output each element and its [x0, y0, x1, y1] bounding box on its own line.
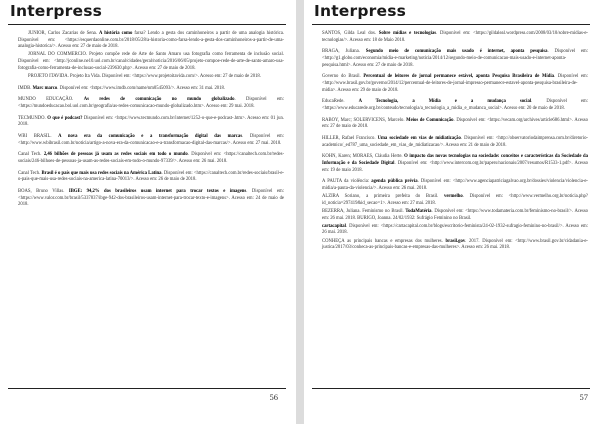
reference-text: WBI BRASIL. — [18, 134, 59, 140]
reference-text: A PAUTA da violência: — [322, 179, 372, 185]
reference-entry — [322, 31, 588, 44]
reference-title: A história como — [99, 31, 133, 36]
reference-title: Percentual de leitores de jornal permanece estável, aponta Pesquisa Brasileira de Mídia — [363, 74, 554, 80]
reference-text: farsa? Lendo a gesta dos caminhoneiros a partir de uma analogia histórica. Disponível em: <https://esquerdaonline.com.br/2018/05/28/a-historia-como-farsa-lendo-a-gesta-dos-caminhoneiros-a-partir-de-uma-analogia-historica/>. Acesso em: 27 de maio de 2018. — [18, 31, 284, 50]
reference-title: O impacto das novas tecnologias na sociedade: conceitos e características da Sociedade da Informação e da Sociedade Digital — [322, 154, 588, 167]
reference-title: A Tecnologia, a Mídia e a mudança social — [358, 99, 532, 105]
header-rule — [312, 24, 590, 25]
reference-entry — [322, 194, 588, 207]
reference-title: IBGE: 94,2% dos brasileiros usam internet para trocar textos e imagens — [68, 189, 247, 195]
reference-text: . Disponível em: <http://www.brasil.gov.br/governo/2014/12/percentual-de-leitores-de-jornal-impresso-permanece-estavel-aponta-pesquisa-brasileira-de-midia>. Acesso em: 29 de maio de 2018. — [322, 74, 588, 93]
reference-text: Governo do Brasil. — [322, 74, 364, 80]
reference-title: As redes de comunicação no mundo globalizado — [83, 97, 235, 103]
reference-text: MUNDO EDUCAÇÃO. — [18, 97, 84, 103]
reference-entry — [322, 224, 588, 237]
reference-text: . Disponível em: <https://vecam.org/archives/article686.html>. Acesso em: 27 de maio de 2018. — [322, 117, 588, 130]
reference-title: 2,46 bilhões de pessoas já usam as redes sociais em todo o mundo — [43, 152, 188, 158]
reference-entry — [322, 239, 588, 252]
reference-text: KOHN, Karen; MORAES, Cláudia Herte. — [322, 154, 405, 160]
left-page — [0, 0, 296, 424]
reference-entry — [322, 136, 588, 149]
reference-title: TodaMatéria — [405, 208, 432, 214]
reference-text: . Disponível em: <https://cartacapital.com.br/blogs/escritorio-feminista/24-02-1932-sufragio-feminino-no-brasil/>. Acesso em: 26 mai. 2018. — [322, 223, 588, 236]
reference-entry — [322, 154, 588, 174]
reference-text: HILLER, Rafael Francisco. — [322, 136, 378, 142]
reference-text: ALZIRA Soriano, a primeira prefeita do Brasil. — [322, 194, 444, 200]
reference-text: . Disponível em: <https://www.imdb.com/name/nm0545093/>. Acesso em: 31 mai. 2018. — [57, 85, 226, 91]
reference-entry — [18, 134, 284, 147]
reference-text: PROJETO ITAVIDA. Projeto Ita Vida. Disponível em: <https://www.projetoitavida.com/>. Acesso em: 27 de maio de 2018. — [28, 73, 261, 79]
reference-text: . Disponível em: <http://observatoriodaimprensa.com.br/diretorio-academico/_ed787_uma_sociedade_em_vias_de_midiatizacao/>. Acesso em: 21 de maio de 2018. — [322, 136, 588, 148]
reference-title: brasil.gov — [445, 238, 466, 244]
reference-text: . Disponível em: <http://www.vermelho.org.br/noticia.php?id_noticia=297419&id_secao=1>. Acesso em: 27 mai. 2018. — [322, 194, 588, 206]
reference-entry — [322, 179, 588, 192]
reference-entry — [18, 152, 284, 165]
page-number: 57 — [579, 392, 588, 402]
reference-text: . Disponível em: <http://www.agenciapatriciagalvao.org.br/dossies/violencia/violencia-e-midia/a-pauta-da-violencia/>. Acesso em: 26 mai. 2018. — [322, 179, 588, 191]
reference-entry — [18, 52, 284, 72]
reference-list — [322, 31, 588, 253]
reference-entry — [322, 118, 588, 131]
reference-text: . Disponível em: <http://g1.globo.com/economia/midia-e-marketing/noticia/2014/12/segundo-meio-de-comunicacao-mais-usado-e-internet-aponta-pesquisa.html>. Acesso em: 27 de maio de 2018. — [322, 49, 589, 68]
reference-text: . Disponível em: <https://canaltech.com.br/redes-sociais/246-bilhoes-de-pessoas-ja-usam-as-redes-sociais-em-todo-o-mundo-97339/>. Acesso em: 26 mai. 2018. — [18, 152, 285, 165]
footer-rule — [312, 388, 590, 389]
reference-text: . 2017. Disponível em: <http://www.brasil.gov.br/cidadania-e-justica/2017/03/conheca-as-principais-bancas-e-empresas-das-mulheres>. Acesso em: 26 mai. 2018. — [322, 238, 588, 251]
reference-entry — [18, 171, 284, 184]
reference-text: TECMUNDO. — [18, 115, 48, 121]
reference-text: Disponível em: <https://www.tecmundo.com.br/internet/1252-o-que-e-podcast-.htm>. Acesso em: 01 jun. 2018. — [18, 115, 285, 128]
reference-text: JORNAL DO COMMERCIO. Projeto compõe rede de Arte de Santo Amaro usa fotografia como ferramenta de inclusão social. Disponível em: <http://jconline.ne10.uol.com.br/canal/cidades/geral/noticia/2016/06/05/projeto-compoe-rede-de-arte-de-santo-amaro-usa-fotografia-como-ferramenta-de-inclusao-social-239630.php>. Acesso em: 27 de maio de 2018. — [18, 52, 284, 71]
reference-text: BEZERRA, Juliana. Feminismo no Brasil. — [322, 208, 406, 214]
reference-text: . Disponível em: <http://www.intercom.org.br/papers/nacionais/2007/resumos/R1533-1.pdf>. Acesso em: 19 de maio 2018. — [322, 161, 589, 173]
reference-list — [18, 31, 284, 214]
right-page — [304, 0, 600, 424]
reference-title: Marc marco — [32, 85, 58, 91]
reference-title: Sobre mídias e tecnologias — [378, 31, 437, 36]
reference-entry — [18, 86, 284, 93]
reference-title: Meios de Comunicação — [406, 117, 454, 123]
reference-text: BRAGA, Juliana. — [322, 49, 366, 55]
reference-text: . Disponível em: <https://canaltech.com.br/redes-sociais/brasil-e-o-pais-que-mais-usa-redes-sociais-na-america-latina-70013/>. Acesso em: 26 de maio de 2018. — [18, 170, 284, 183]
header-rule — [8, 24, 286, 25]
reference-text: BOAS, Bruno Villas. — [18, 189, 69, 195]
reference-text: CONHEÇA as principais bancas e empresas dos mulheres. — [322, 238, 446, 244]
reference-title: Uma sociedade em vias de midiatização — [377, 136, 461, 142]
reference-title: Brasil é o país que mais usa redes sociais na América Latina — [41, 170, 162, 176]
reference-text: . Disponível em: <https://gildaleal.wordpress.com/2008/03/10/sobre-midias-e-tecnologias/>. Acesso em: 18 de Maio 2018. — [322, 31, 588, 43]
page-number: 56 — [269, 392, 278, 402]
reference-title: Segundo meio de comunicação mais usado é internet, aponta pesquisa — [365, 49, 548, 55]
reference-title: cartacapital — [322, 223, 346, 229]
reference-entry — [18, 31, 284, 51]
reference-entry — [18, 97, 284, 110]
reference-text: . Disponível em: <https://www.todamateria.com.br/feminismo-no-brasil/>. Acesso em: 26 mai. 2018. BURIGO, Joanna. 24/02/1932: Sufrágio Feminino no Brasil. — [322, 208, 588, 221]
reference-entry — [322, 49, 588, 69]
reference-text: . Disponível em: <https://mundoeducacao.bol.uol.com.br/geografia/as-redes-comunicacao-mundo-globalizado.htm>. Acesso em: 29 mai. 2018. — [18, 97, 284, 109]
reference-entry — [18, 74, 284, 81]
reference-title: A nova era da comunicação e a transformação digital das marcas — [58, 134, 243, 140]
reference-entry — [18, 116, 284, 129]
reference-text: IMDB. — [18, 85, 33, 91]
reference-text: . Disponível em: <http://www.wbibrasil.com.br/noticia/artigo-a-nova-era-da-comunicacao-e-a-transformacao-digital-das-marcas/>. Acesso em: 27 mai. 2018. — [18, 134, 284, 146]
reference-title: O que é podcast? — [47, 115, 83, 121]
reference-title: vermelho — [444, 194, 463, 200]
reference-text: JUNIOR, Carlos Zacarias de Sena. — [28, 31, 99, 36]
reference-text: . Disponível em: <https://www.educarede.org.br/conteudo/tecnologia/a_tecnologia_a_midia_e_mudanca_social>. Acesso em: 20 de maio de 2018. — [322, 99, 588, 111]
reference-entry — [18, 189, 284, 209]
reference-text: SANTOS, Gilda Leal dos. — [322, 31, 379, 36]
reference-entry — [322, 99, 588, 112]
reference-text: EducaRede. — [322, 99, 359, 105]
footer-rule — [8, 388, 286, 389]
reference-text: Canal Tech. — [18, 152, 44, 158]
reference-text: RABOY, Marc; SOLERVICENS, Marcelo. — [322, 117, 407, 123]
reference-text: Canal Tech. — [18, 170, 42, 176]
reference-title: agenda pública prévia — [371, 179, 418, 185]
reference-entry — [322, 209, 588, 222]
reference-text: . Disponível em: <https://www.valor.com.br/brasil/5337837/ibge-942-dos-brasileiros-usam-internet-para-trocar-texto-e-imagens>. Acesso em: 24 de maio de 2018. — [18, 189, 284, 208]
page-header: Interpress — [10, 2, 103, 20]
page-header: Interpress — [314, 2, 407, 20]
reference-entry — [322, 74, 588, 94]
